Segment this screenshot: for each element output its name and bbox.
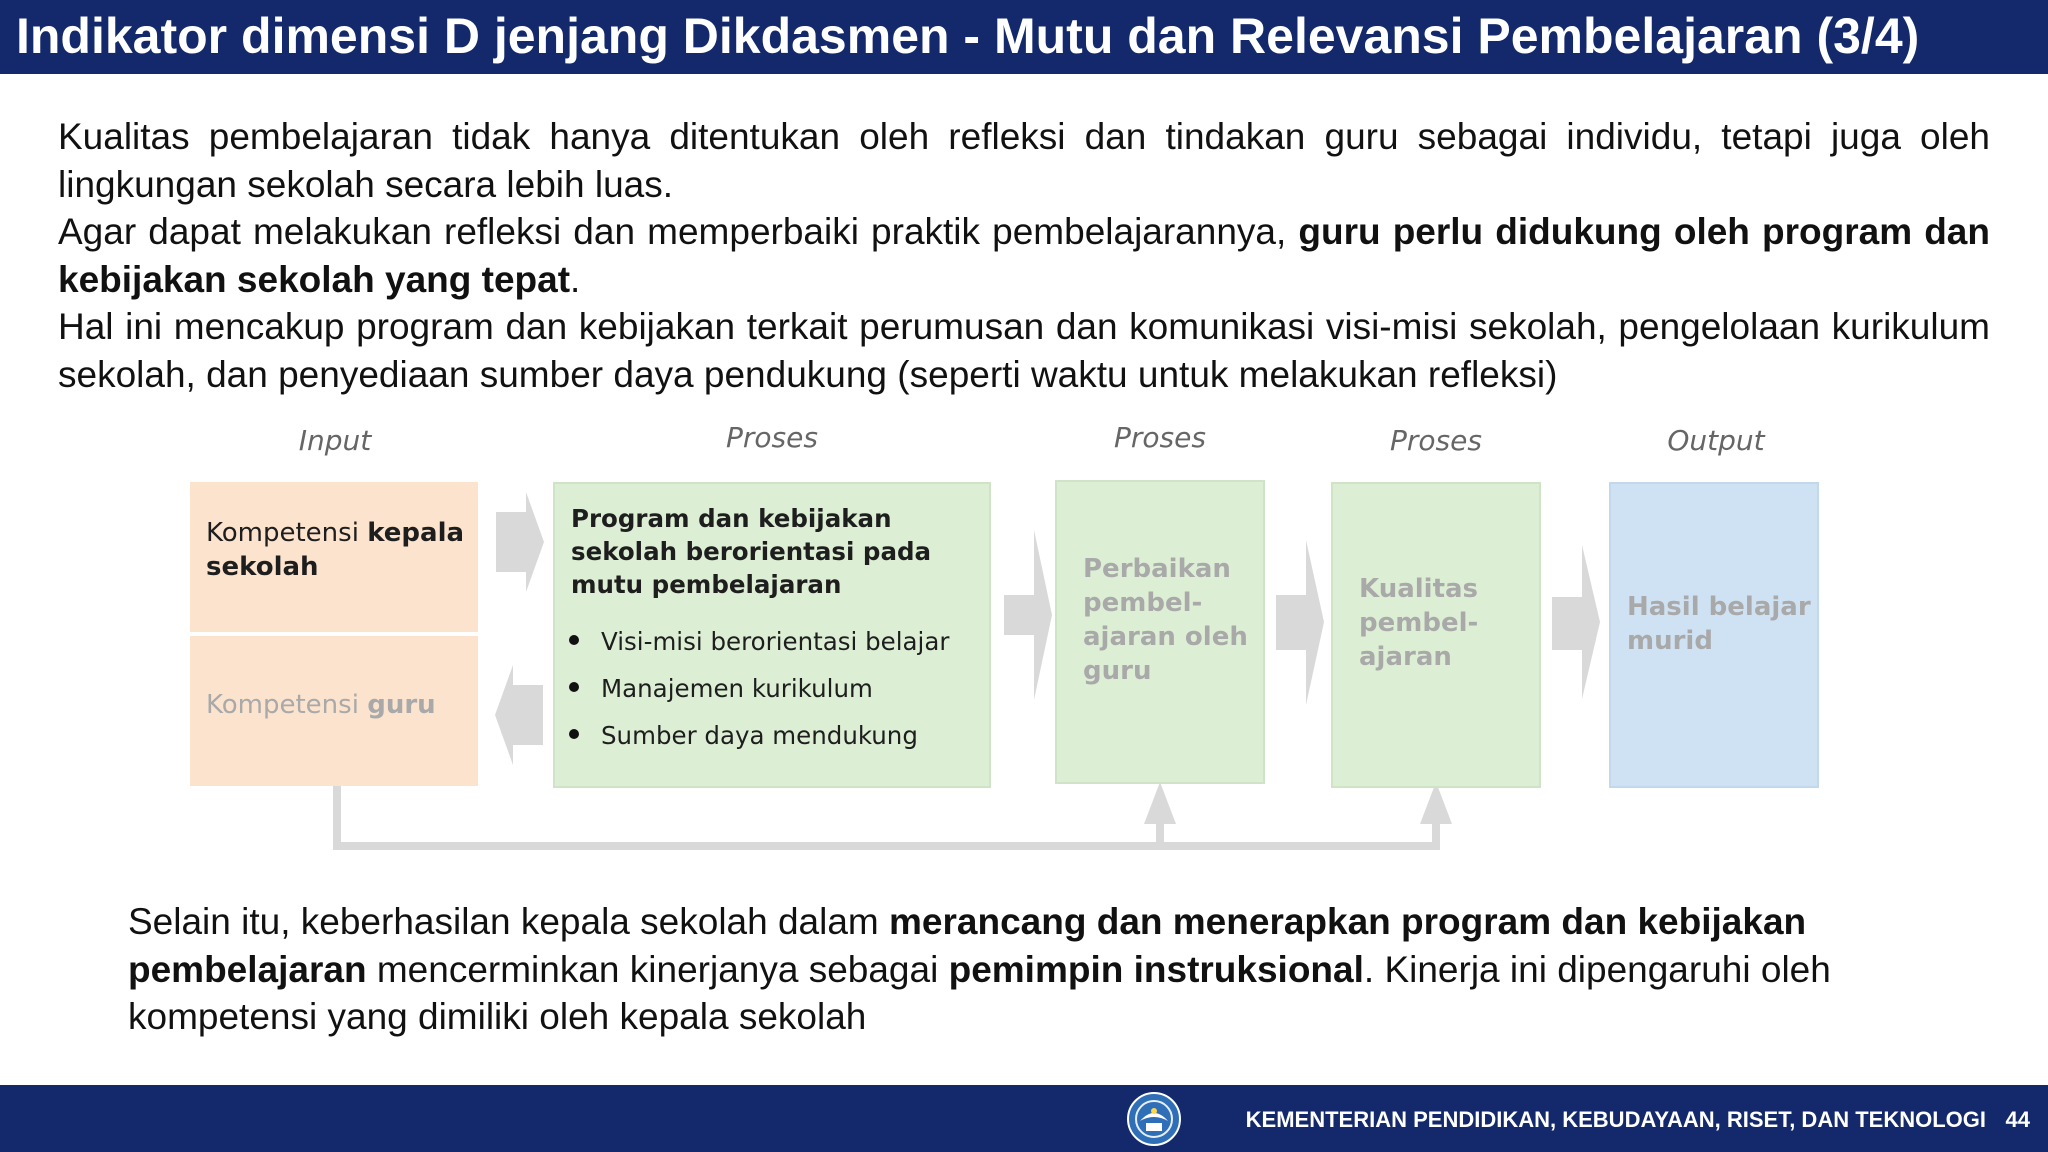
stage-label-proses-3: Proses bbox=[1390, 424, 1482, 457]
intro-text bbox=[58, 113, 1990, 398]
guru-label bbox=[206, 688, 436, 722]
hasil-label bbox=[1627, 590, 1811, 658]
title-bar bbox=[0, 0, 2048, 74]
guru-label-bold: guru bbox=[367, 690, 436, 720]
kepala-label-bold: kepala bbox=[367, 518, 465, 548]
box-kualitas-pembelajaran bbox=[1331, 482, 1541, 788]
arrow-right-perbaikan-to-kualitas bbox=[1276, 540, 1324, 705]
kepala-label bbox=[206, 516, 464, 584]
outro-text-2: mencerminkan kinerjanya sebagai bbox=[366, 948, 949, 990]
bullet-text: Sumber daya mendukung bbox=[601, 721, 918, 750]
program-bullet bbox=[569, 618, 949, 665]
box-hasil-belajar-murid bbox=[1609, 482, 1819, 788]
guru-label-normal: Kompetensi bbox=[206, 690, 368, 720]
perbaikan-line: Perbaikan bbox=[1083, 554, 1231, 584]
program-bullet bbox=[569, 712, 949, 759]
intro-paragraph-2 bbox=[58, 208, 1990, 303]
perbaikan-line: guru bbox=[1083, 656, 1152, 686]
arrow-right-program-to-perbaikan bbox=[1004, 530, 1052, 700]
box-program-kebijakan bbox=[553, 482, 991, 788]
intro-p2-emphasis: guru perlu didukung oleh program dan kebijakan sekolah yang tepat bbox=[58, 211, 1990, 300]
intro-paragraph-1: Kualitas pembelajaran tidak hanya ditentukan oleh refleksi dan tindakan guru sebagai individu, tetapi juga oleh lingkungan sekolah secara lebih luas. bbox=[58, 116, 1990, 205]
arrow-up-to-kualitas bbox=[1420, 782, 1452, 824]
bullet-icon bbox=[569, 682, 579, 692]
outro-text-1: Selain itu, keberhasilan kepala sekolah dalam bbox=[128, 901, 890, 942]
program-bullet-list bbox=[569, 618, 949, 759]
outro-emphasis-1: merancang dan menerapkan program dan kebijakan pembelajaran bbox=[128, 901, 1807, 990]
arrow-up-to-perbaikan bbox=[1144, 782, 1176, 824]
ministry-name: KEMENTERIAN PENDIDIKAN, KEBUDAYAAN, RISET, DAN TEKNOLOGI bbox=[1245, 1107, 1986, 1132]
hasil-line: Hasil belajar bbox=[1627, 592, 1811, 622]
intro-p2-period: . bbox=[570, 258, 581, 300]
kualitas-line: ajaran bbox=[1359, 642, 1452, 672]
perbaikan-label bbox=[1083, 552, 1248, 688]
logic-model-diagram bbox=[0, 410, 2048, 870]
outro-emphasis-2: pemimpin instruksional bbox=[948, 948, 1364, 990]
program-bullet bbox=[569, 665, 949, 712]
kualitas-line: Kualitas bbox=[1359, 574, 1479, 604]
perbaikan-line: ajaran oleh bbox=[1083, 622, 1248, 652]
arrow-right-input-to-program bbox=[496, 492, 544, 592]
bullet-text: Manajemen kurikulum bbox=[601, 674, 873, 703]
tut-wuri-handayani-logo-icon bbox=[1126, 1091, 1182, 1147]
stage-label-output: Output bbox=[1667, 424, 1765, 457]
outro-text-3: . Kinerja ini dipengaruhi oleh kompetensi yang dimiliki oleh kepala sekolah bbox=[128, 948, 1831, 1037]
arrow-right-kualitas-to-hasil bbox=[1552, 545, 1600, 699]
hasil-line: murid bbox=[1627, 626, 1713, 656]
kepala-label-normal: Kompetensi bbox=[206, 518, 368, 548]
page-number: 44 bbox=[2005, 1107, 2030, 1132]
bullet-icon bbox=[569, 729, 579, 739]
box-kompetensi-kepala-sekolah bbox=[190, 482, 478, 632]
kualitas-line: pembel- bbox=[1359, 608, 1479, 638]
slide-title: Indikator dimensi D jenjang Dikdasmen - Mutu dan Relevansi Pembelajaran (3/4) bbox=[16, 8, 1920, 64]
kepala-label-bold-2: sekolah bbox=[206, 552, 319, 582]
arrow-left-program-to-guru bbox=[495, 665, 543, 765]
bullet-icon bbox=[569, 635, 579, 645]
stage-label-proses-1: Proses bbox=[726, 421, 818, 454]
box-perbaikan-pembelajaran bbox=[1055, 480, 1265, 784]
box-kompetensi-guru bbox=[190, 636, 478, 786]
intro-p2-text: Agar dapat melakukan refleksi dan memperbaiki praktik pembelajarannya, bbox=[58, 211, 1299, 252]
footer-bar bbox=[0, 1085, 2048, 1152]
stage-label-input: Input bbox=[298, 424, 372, 457]
stage-label-proses-2: Proses bbox=[1114, 421, 1206, 454]
program-title: Program dan kebijakan sekolah berorientasi pada mutu pembelajaran bbox=[571, 504, 932, 599]
bullet-text: Visi-misi berorientasi belajar bbox=[601, 627, 950, 656]
kualitas-label bbox=[1359, 572, 1478, 674]
intro-paragraph-3: Hal ini mencakup program dan kebijakan terkait perumusan dan komunikasi visi-misi sekolah, pengelolaan kurikulum sekolah, dan penyediaan sumber daya pendukung (seperti waktu untuk melakukan refleksi) bbox=[58, 306, 1990, 395]
outro-text bbox=[128, 898, 1988, 1041]
perbaikan-line: pembel- bbox=[1083, 588, 1203, 618]
